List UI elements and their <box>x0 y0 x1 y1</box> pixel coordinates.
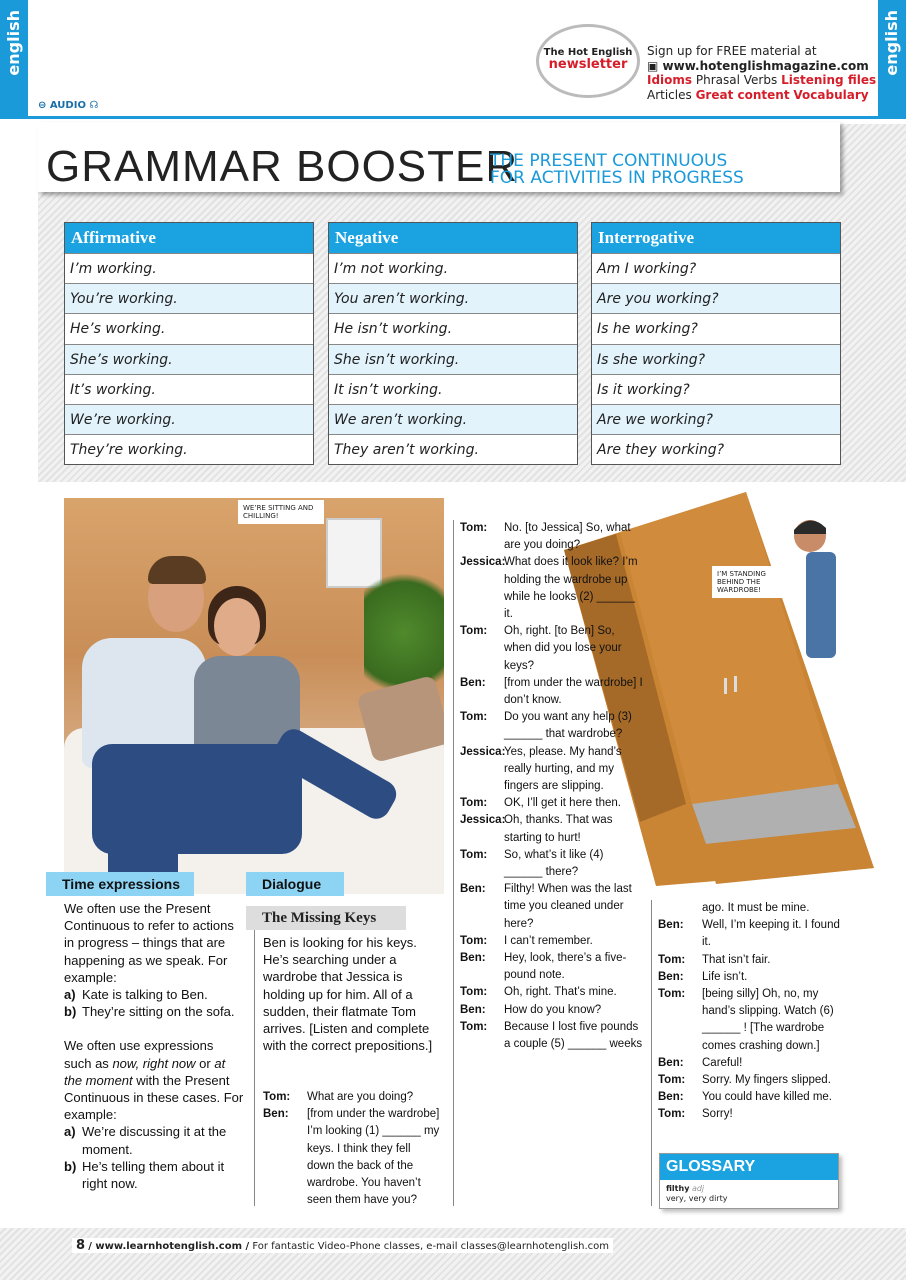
dialogue-line <box>658 1106 844 1123</box>
table-row: He isn’t working. <box>329 313 577 343</box>
newsletter-line1: The Hot English <box>543 47 633 58</box>
dialogue-line <box>460 933 644 950</box>
dialogue-text: Hey, look, there’s a five-pound note. <box>504 952 627 982</box>
dialogue-text: How do you know? <box>504 1003 602 1016</box>
dialogue-text: Oh, right. [to Ben] So, when did you lose your keys? <box>504 625 622 672</box>
glossary-def: very, very dirty <box>666 1194 728 1203</box>
dialogue-line <box>460 984 644 1001</box>
table-row: It isn’t working. <box>329 374 577 404</box>
speaker-name: Tom: <box>460 934 488 947</box>
speaker-name: Tom: <box>460 797 488 810</box>
example-b: They’re sitting on the sofa. <box>82 1004 235 1020</box>
speaker-name: Tom: <box>460 522 488 534</box>
newsletter-line2: newsletter <box>548 57 628 72</box>
dialogue-line <box>460 950 644 984</box>
dialogue-col3 <box>658 900 844 1124</box>
dialogue-line <box>460 1002 644 1019</box>
dialogue-line <box>460 1019 644 1053</box>
dialogue-line <box>658 900 844 917</box>
dialogue-line <box>460 520 644 554</box>
time-para2-end: with the Present Continuous in these cases. For example: <box>64 1072 244 1123</box>
door-handle <box>734 676 737 692</box>
speaker-name: Ben: <box>460 952 486 965</box>
footer-site[interactable]: / www.learnhotenglish.com / <box>88 1241 250 1252</box>
dialogue-text: Life isn’t. <box>702 970 748 983</box>
dialogue-text: Oh, thanks. That was starting to hurt! <box>504 814 613 844</box>
footer-hatch <box>0 1228 906 1280</box>
table-row: It’s working. <box>65 374 313 404</box>
time-para2: We often use expressions such as <box>64 1038 214 1071</box>
topic-articles: Articles <box>647 87 692 102</box>
dialogue-text: Well, I’m keeping it. I found it. <box>702 919 840 949</box>
dialogue-line <box>460 675 644 709</box>
table-row: We aren’t working. <box>329 404 577 434</box>
speaker-name: Tom: <box>460 711 488 724</box>
table-row: They’re working. <box>65 434 313 464</box>
dialogue-line <box>460 709 644 743</box>
newsletter-text <box>647 44 876 102</box>
newsletter-url[interactable]: www.hotenglishmagazine.com <box>662 58 869 73</box>
door-handle <box>724 678 727 694</box>
table-header: Interrogative <box>592 223 840 253</box>
dialogue-line <box>460 881 644 933</box>
man-behind-shirt <box>806 552 836 658</box>
divider <box>254 930 255 1206</box>
headphones-icon: ☊ <box>89 100 99 111</box>
dialogue-text: That isn’t fair. <box>702 953 771 966</box>
subtitle <box>490 153 744 187</box>
speaker-name: Ben: <box>658 1056 684 1069</box>
table-row: Is it working? <box>592 374 840 404</box>
dialogue-text: Sorry. My fingers slipped. <box>702 1074 831 1087</box>
dialogue-line <box>263 1106 441 1209</box>
woman-face <box>214 598 260 654</box>
speaker-name: Tom: <box>658 953 686 966</box>
expr-at-the-moment: at the moment <box>64 1055 226 1088</box>
list-marker: b) <box>64 1004 77 1020</box>
dialogue-text: OK, I’ll get it here then. <box>504 797 621 810</box>
table-header: Negative <box>329 223 577 253</box>
dialogue-col1 <box>263 1089 441 1209</box>
brand-tab-right <box>878 0 906 118</box>
glossary-term: filthy <box>666 1184 690 1193</box>
speaker-name <box>658 900 702 917</box>
speaker-name: Tom: <box>658 1074 686 1087</box>
time-expressions-text <box>64 900 244 1192</box>
speaker-name: Jessica: <box>460 745 506 758</box>
speaker-name: Ben: <box>263 1108 289 1121</box>
dialogue-line <box>658 1055 844 1072</box>
glossary-title: GLOSSARY <box>660 1154 838 1180</box>
dialogue-line <box>460 623 644 675</box>
table-row: I’m not working. <box>329 253 577 283</box>
dialogue-text: So, what’s it like (4) ______ there? <box>504 848 604 879</box>
subtitle-line2: FOR ACTIVITIES IN PROGRESS <box>490 168 744 188</box>
dialogue-text: No. [to Jessica] So, what are you doing? <box>504 522 631 552</box>
time-para2-or: or <box>199 1055 211 1071</box>
dialogue-line <box>460 847 644 881</box>
page-title: GRAMMAR BOOSTER <box>46 142 519 191</box>
glossary-pos: adj <box>691 1184 705 1193</box>
page-number: 8 <box>76 1238 86 1253</box>
brand-tab-left <box>0 0 28 118</box>
topic-listening: Listening files <box>781 73 877 87</box>
table-row: You aren’t working. <box>329 283 577 313</box>
speaker-name: Ben: <box>460 883 486 896</box>
speaker-name: Tom: <box>658 988 686 1001</box>
dialogue-line <box>460 744 644 796</box>
speaker-name: Jessica: <box>460 556 506 569</box>
man-behind-hair <box>794 520 826 534</box>
table-row: I’m working. <box>65 253 313 283</box>
list-marker: a) <box>64 987 76 1003</box>
table-row: He’s working. <box>65 313 313 343</box>
dialogue-line <box>263 1089 441 1106</box>
dialogue-text: Do you want any help (3) ______ that wardrobe? <box>504 711 632 741</box>
speaker-name: Ben: <box>460 676 486 689</box>
table-row: Are you working? <box>592 283 840 313</box>
dialogue-text: Yes, please. My hand’s really hurting, and my fingers are slipping. <box>504 745 622 793</box>
glossary-box <box>659 1153 839 1209</box>
dialogue-text: What does it look like? I’m holding the wardrobe up while he looks (2) ______ it. <box>504 556 638 621</box>
table-row: Are they working? <box>592 434 840 464</box>
dialogue-intro: Ben is looking for his keys. He’s searching under a wardrobe that Jessica is holding up for him. All of a sudden, their flatmate Tom arrives. [Listen and complete with the correct prepositions.] <box>263 935 433 1054</box>
example-d: He’s telling them about it right now. <box>82 1158 225 1192</box>
speaker-name: Ben: <box>658 1091 684 1104</box>
audio-text: AUDIO <box>49 100 86 111</box>
list-marker: b) <box>64 1158 77 1174</box>
dialogue-text: ago. It must be mine. <box>702 902 810 914</box>
newsletter-badge[interactable] <box>536 24 640 98</box>
speaker-name: Ben: <box>658 919 684 932</box>
brand-label: english <box>4 10 23 76</box>
dialogue-text: What are you doing? <box>307 1091 414 1103</box>
speaker-name: Ben: <box>658 970 684 983</box>
table-row: You’re working. <box>65 283 313 313</box>
speaker-name: Tom: <box>460 1020 488 1033</box>
topic-content: Great content <box>695 87 790 102</box>
topic-vocab: Vocabulary <box>793 87 869 102</box>
table-header: Affirmative <box>65 223 313 253</box>
table-row: She isn’t working. <box>329 344 577 374</box>
dialogue-text: I can’t remember. <box>504 934 593 947</box>
footer-text: For fantastic Video-Phone classes, e-mail classes@learnhotenglish.com <box>252 1241 610 1252</box>
top-band <box>0 116 906 119</box>
dialogue-line <box>658 1089 844 1106</box>
dialogue-line <box>658 986 844 1055</box>
dialogue-text: You could have killed me. <box>702 1091 832 1104</box>
dialogue-line <box>658 1072 844 1089</box>
speech-bubble-standing: I’M STANDING BEHIND THE WARDROBE! <box>712 566 784 598</box>
dialogue-text: [being silly] Oh, no, my hand’s slipping. Watch (6) ______ ! [The wardrobe comes crashing down.] <box>702 988 834 1052</box>
table-row: We’re working. <box>65 404 313 434</box>
table-row: Am I working? <box>592 253 840 283</box>
subtitle-line1: THE PRESENT CONTINUOUS <box>490 151 728 171</box>
speaker-name: Ben: <box>460 1003 486 1016</box>
divider <box>651 900 652 1206</box>
example-a: Kate is talking to Ben. <box>82 987 208 1003</box>
dialogue-line <box>658 969 844 986</box>
divider <box>453 520 454 1206</box>
audio-label[interactable]: ⊖ AUDIO ☊ <box>38 100 99 111</box>
man-hair <box>148 556 206 584</box>
section-dialogue: Dialogue <box>246 872 344 896</box>
speaker-name: Tom: <box>460 986 488 999</box>
time-para1: We often use the Present Continuous to refer to actions in progress – things that are happening as we speak. For example: <box>64 901 234 985</box>
dialogue-title: The Missing Keys <box>246 906 406 930</box>
speaker-name: Jessica: <box>460 814 506 827</box>
dialogue-line <box>460 795 644 812</box>
dialogue-text: Careful! <box>702 1056 743 1069</box>
signup-text: Sign up for FREE material at <box>647 44 817 58</box>
speaker-name: Tom: <box>460 848 488 861</box>
table-row: She’s working. <box>65 344 313 374</box>
table-row: Is she working? <box>592 344 840 374</box>
table-row: Are we working? <box>592 404 840 434</box>
topic-idioms: Idioms <box>647 73 693 87</box>
dialogue-line <box>658 917 844 951</box>
couple-photo <box>64 498 444 894</box>
dialogue-text: Sorry! <box>702 1108 733 1121</box>
speaker-name: Tom: <box>460 625 488 638</box>
brand-label: english <box>882 10 901 76</box>
dialogue-line <box>658 952 844 969</box>
section-time-expressions: Time expressions <box>46 872 194 896</box>
topic-phrasal: Phrasal Verbs <box>695 73 778 87</box>
speaker-name: Tom: <box>263 1091 291 1103</box>
footer <box>72 1238 613 1253</box>
dialogue-text: Filthy! When was the last time you cleaned under here? <box>504 883 632 930</box>
list-marker: a) <box>64 1124 76 1140</box>
dialogue-text: [from under the wardrobe] I don’t know. <box>504 676 643 707</box>
dialogue-text: [from under the wardrobe] I’m looking (1) ______ my keys. I think they fell down the back of the wardrobe. You haven’t seen them have you? <box>307 1108 440 1207</box>
table-row: Is he working? <box>592 313 840 343</box>
lock-icon: ▣ <box>647 58 659 73</box>
dialogue-line <box>460 812 644 846</box>
speech-bubble-sitting: WE’RE SITTING AND CHILLING! <box>238 500 324 524</box>
dialogue-col2 <box>460 520 644 1053</box>
dialogue-line <box>460 554 644 623</box>
expr-now: now, right now <box>112 1055 196 1071</box>
table-interrogative <box>591 222 841 465</box>
table-affirmative <box>64 222 314 465</box>
speaker-name: Tom: <box>658 1108 686 1121</box>
example-c: We’re discussing it at the moment. <box>82 1124 227 1157</box>
table-negative <box>328 222 578 465</box>
dialogue-text: Oh, right. That’s mine. <box>504 986 617 999</box>
table-row: They aren’t working. <box>329 434 577 464</box>
dialogue-text: Because I lost five pounds a couple (5) ______ weeks <box>504 1020 643 1051</box>
